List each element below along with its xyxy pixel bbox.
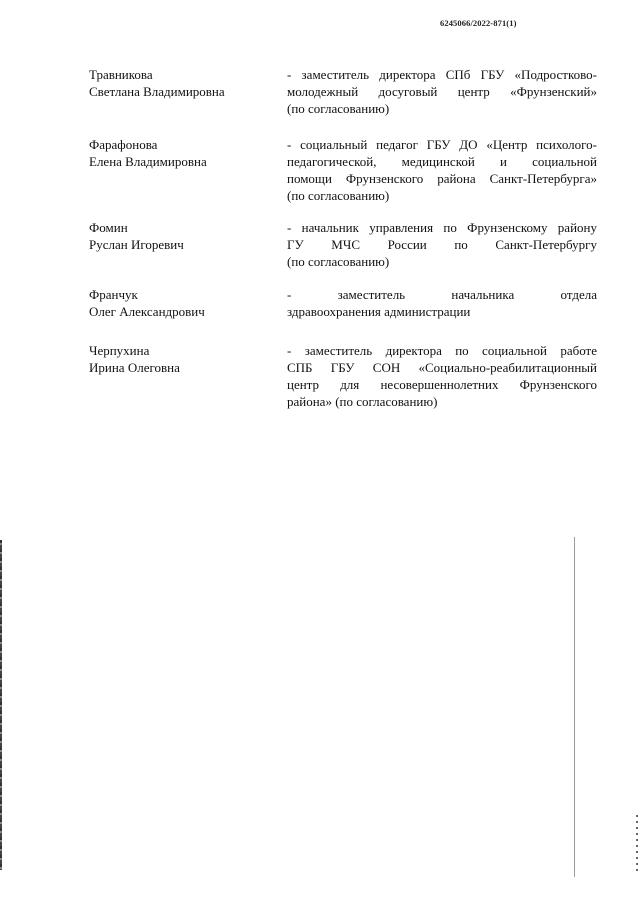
role-line: здравоохранения администрации xyxy=(287,304,471,319)
role-line: - заместитель директора по социальной работе xyxy=(287,343,597,358)
member-given-name: Ирина Олеговна xyxy=(89,360,180,375)
role-line: молодежный досуговый центр «Фрунзенский» xyxy=(287,84,597,99)
member-role xyxy=(287,286,597,320)
role-line: - заместитель начальника отдела xyxy=(287,287,597,302)
member-surname: Травникова xyxy=(89,67,153,82)
role-line: ГУ МЧС России по Санкт-Петербургу xyxy=(287,237,597,252)
member-surname: Фарафонова xyxy=(89,137,158,152)
role-line: (по согласованию) xyxy=(287,254,390,269)
list-item xyxy=(89,136,597,204)
document-number: 6245066/2022-871(1) xyxy=(440,18,517,28)
role-line: - заместитель директора СПб ГБУ «Подростково- xyxy=(287,67,597,82)
member-role xyxy=(287,66,597,117)
member-surname: Фомин xyxy=(89,220,128,235)
role-line: СПБ ГБУ СОН «Социально-реабилитационный xyxy=(287,360,597,375)
role-line: (по согласованию) xyxy=(287,101,390,116)
member-name xyxy=(89,219,289,270)
member-name xyxy=(89,136,289,204)
role-line: педагогической, медицинской и социальной xyxy=(287,154,597,169)
role-line: центр для несовершеннолетних Фрунзенского xyxy=(287,377,597,392)
member-role xyxy=(287,219,597,270)
role-line: - социальный педагог ГБУ ДО «Центр психолого- xyxy=(287,137,597,152)
role-line: (по согласованию) xyxy=(287,188,390,203)
scan-fold-line xyxy=(574,537,575,877)
list-item xyxy=(89,286,597,320)
member-name xyxy=(89,286,289,320)
role-line: помощи Фрунзенского района Санкт-Петербурга» xyxy=(287,171,597,186)
member-surname: Черпухина xyxy=(89,343,150,358)
list-item xyxy=(89,219,597,270)
list-item xyxy=(89,342,597,410)
member-name xyxy=(89,66,289,117)
member-given-name: Олег Александрович xyxy=(89,304,205,319)
member-surname: Франчук xyxy=(89,287,138,302)
member-role xyxy=(287,136,597,204)
scan-edge-artifact xyxy=(0,540,2,870)
member-role xyxy=(287,342,597,410)
role-line: - начальник управления по Фрунзенскому району xyxy=(287,220,597,235)
member-given-name: Елена Владимировна xyxy=(89,154,207,169)
scan-edge-artifact xyxy=(636,815,638,875)
member-given-name: Светлана Владимировна xyxy=(89,84,225,99)
list-item xyxy=(89,66,597,117)
member-name xyxy=(89,342,289,410)
role-line: района» (по согласованию) xyxy=(287,394,438,409)
member-given-name: Руслан Игоревич xyxy=(89,237,184,252)
member-list xyxy=(89,66,597,427)
